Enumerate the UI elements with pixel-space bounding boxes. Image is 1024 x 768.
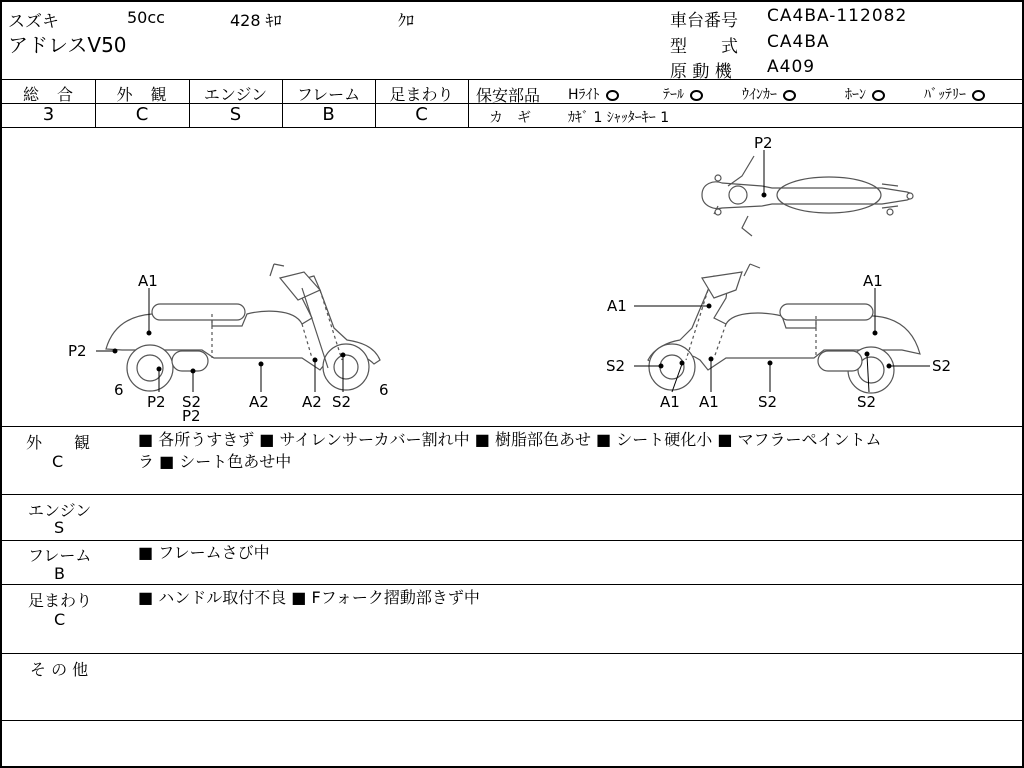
notes-engine-label: エンジン [28, 501, 92, 520]
damage-label: A1 [607, 297, 627, 315]
notes-other-label: そ の 他 [30, 660, 89, 679]
notes-exterior-grade: C [52, 452, 64, 471]
scooter-top-view-icon [702, 156, 913, 236]
damage-label: S2 [182, 393, 202, 411]
notes-frame-label: フレーム [28, 546, 92, 565]
ok-circle-icon [972, 90, 985, 101]
ok-circle-icon [690, 90, 703, 101]
divider [2, 494, 1022, 495]
grade-suspension-label: 足まわり [389, 85, 454, 104]
damage-label: 6 [114, 381, 124, 399]
grade-frame-label: フレーム [296, 85, 361, 104]
damage-label: A2 [302, 393, 322, 411]
scooter-damage-diagram [2, 128, 1022, 426]
key-value: ｶｷﾞ 1 ｼｬｯﾀｰｷｰ 1 [568, 110, 670, 126]
model-type-label: 型 式 [670, 37, 738, 57]
damage-label: A2 [249, 393, 269, 411]
grade-exterior-value: C [135, 104, 149, 125]
divider [2, 79, 1022, 80]
grade-overall-value: 3 [42, 104, 55, 125]
damage-label: P2 [182, 407, 201, 425]
ok-circle-icon [606, 90, 619, 101]
damage-label: S2 [606, 357, 626, 375]
safety-item-taillight: ﾃｰﾙ [663, 84, 703, 104]
damage-label: A1 [138, 272, 158, 290]
notes-exterior-line2: ラ ■ シート色あせ中 [138, 452, 292, 471]
damage-label: P2 [68, 342, 87, 360]
damage-label: A1 [699, 393, 719, 411]
key-label: カ ギ [489, 110, 531, 126]
divider [2, 584, 1022, 585]
notes-suspension-label: 足まわり [28, 591, 93, 610]
ok-circle-icon [872, 90, 885, 101]
divider [2, 720, 1022, 721]
damage-label: S2 [332, 393, 352, 411]
grade-engine-label: エンジン [203, 85, 268, 104]
ok-circle-icon [783, 90, 796, 101]
grade-exterior-label: 外 観 [116, 85, 168, 104]
grade-suspension-value: C [415, 104, 428, 125]
safety-parts-label: 保安部品 [476, 86, 541, 105]
divider [2, 653, 1022, 654]
model-type-value: CA4BA [767, 32, 830, 52]
grade-engine-value: S [229, 104, 242, 125]
notes-exterior-line1: ■ 各所うすきず ■ サイレンサーカバー割れ中 ■ 樹脂部色あせ ■ シート硬化小 ■ マフラーペイントム [138, 430, 882, 449]
model-name: アドレスV50 [8, 33, 127, 57]
notes-frame-grade: B [54, 564, 65, 583]
notes-suspension-text: ■ ハンドル取付不良 ■ Fフォーク摺動部きず中 [138, 588, 480, 607]
damage-label: A1 [660, 393, 680, 411]
safety-item-horn: ﾎｰﾝ [845, 84, 885, 104]
safety-item-winker: ｳｲﾝｶｰ [742, 84, 796, 104]
safety-item-headlight: Hﾗｲﾄ [568, 84, 619, 104]
damage-label: S2 [857, 393, 877, 411]
chassis-number-label: 車台番号 [670, 11, 738, 31]
damage-label: P2 [754, 134, 773, 152]
displacement: 50cc [127, 8, 165, 27]
engine-model-value: A409 [767, 57, 816, 77]
divider [2, 426, 1022, 427]
divider [2, 540, 1022, 541]
damage-label: S2 [932, 357, 952, 375]
notes-frame-text: ■ フレームさび中 [138, 543, 270, 562]
body-color: ｸﾛ [398, 11, 415, 30]
damage-label: S2 [758, 393, 778, 411]
notes-suspension-grade: C [54, 610, 66, 629]
damage-label: A1 [863, 272, 883, 290]
grade-frame-value: B [322, 104, 335, 125]
mileage: 428 ｷﾛ [230, 11, 282, 30]
notes-engine-grade: S [54, 518, 65, 537]
damage-label: 6 [379, 381, 389, 399]
engine-model-label: 原 動 機 [670, 62, 732, 82]
chassis-number-value: CA4BA-112082 [767, 6, 908, 26]
damage-label: P2 [147, 393, 166, 411]
grade-overall-label: 総 合 [22, 85, 74, 104]
safety-item-battery: ﾊﾞｯﾃﾘｰ [924, 84, 985, 104]
notes-exterior-label: 外 観 [26, 433, 91, 452]
maker-name: スズキ [8, 12, 59, 32]
